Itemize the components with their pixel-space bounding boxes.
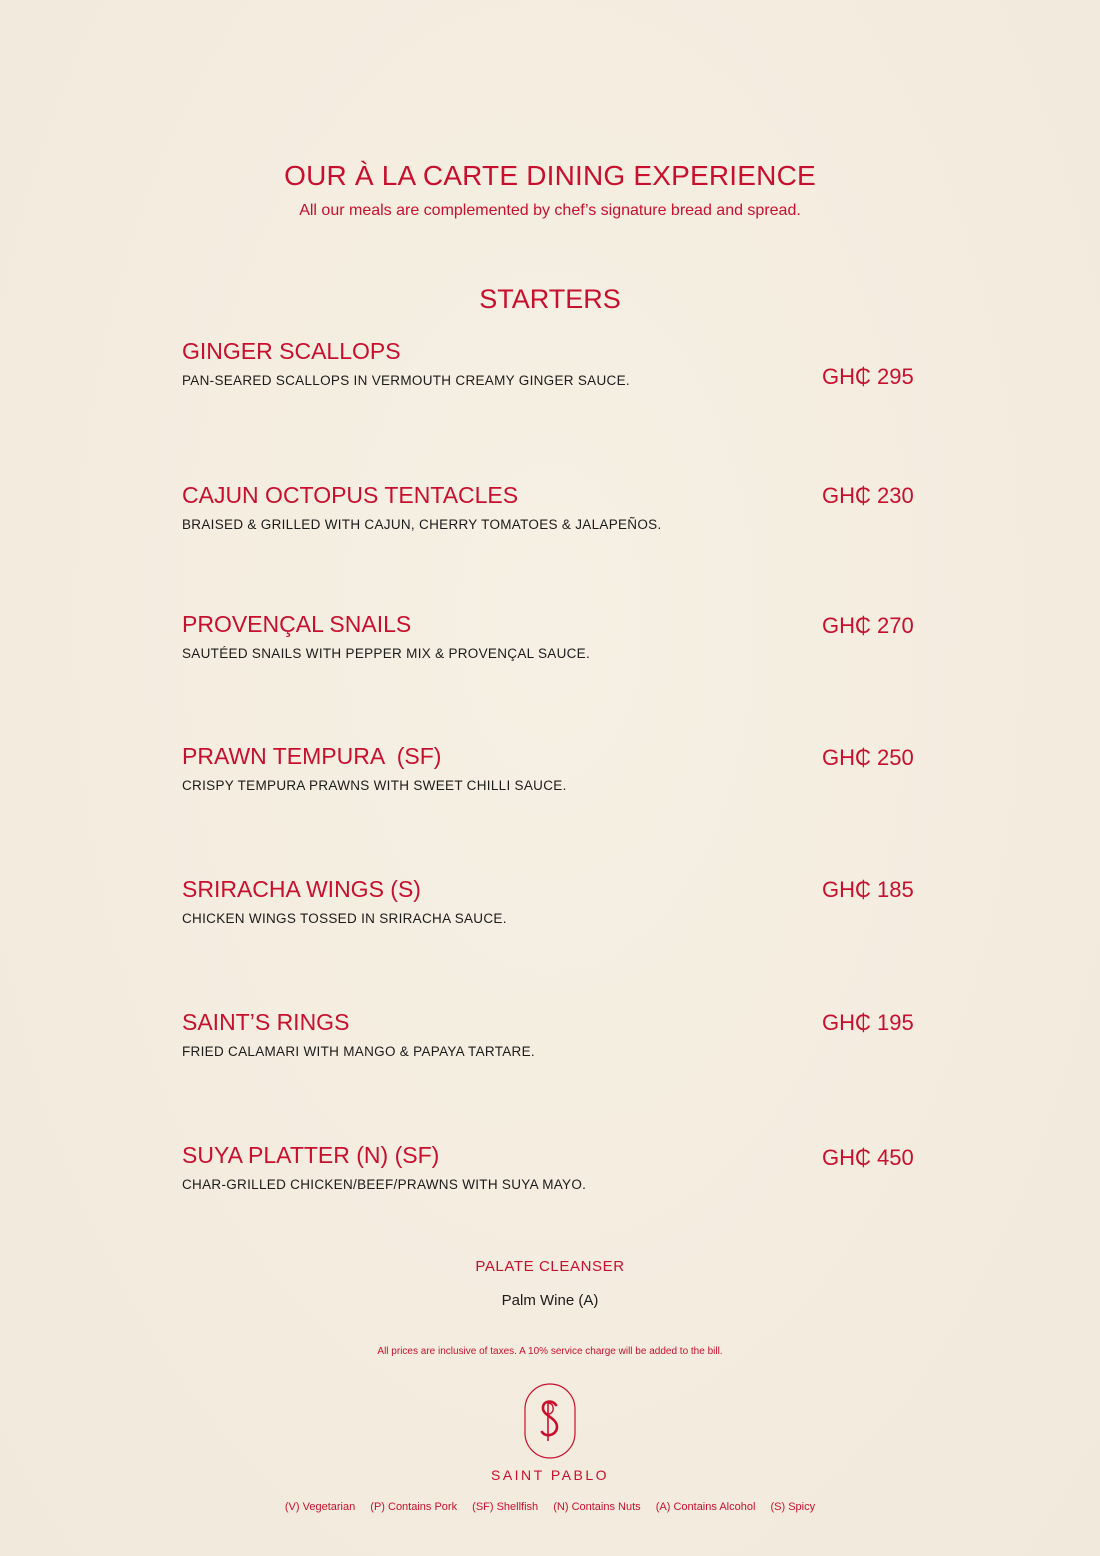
menu-item xyxy=(182,1009,922,1059)
page-subtitle: All our meals are complemented by chef’s signature bread and spread. xyxy=(299,202,801,219)
item-name: SAINT’S RINGS xyxy=(182,1009,350,1035)
item-description: BRAISED & GRILLED WITH CAJUN, CHERRY TOMATOES & JALAPEÑOS. xyxy=(182,517,662,532)
brand-name: SAINT PABLO xyxy=(490,1467,609,1483)
item-price: GH₵ 230 xyxy=(822,483,914,508)
item-name: CAJUN OCTOPUS TENTACLES xyxy=(182,482,519,508)
item-name: SUYA PLATTER (N) (SF) xyxy=(182,1142,440,1168)
item-price: GH₵ 185 xyxy=(822,877,914,902)
legend-item: (V) Vegetarian xyxy=(284,1501,356,1513)
item-price: GH₵ 195 xyxy=(822,1010,914,1035)
menu-item xyxy=(182,743,922,793)
item-name: PRAWN TEMPURA (SF) xyxy=(182,743,442,769)
item-description: PAN-SEARED SCALLOPS IN VERMOUTH CREAMY GINGER SAUCE. xyxy=(182,373,630,388)
item-description: CHICKEN WINGS TOSSED IN SRIRACHA SAUCE. xyxy=(182,911,507,926)
menu-item xyxy=(182,338,922,388)
item-price: GH₵ 295 xyxy=(822,364,914,389)
item-description: CHAR-GRILLED CHICKEN/BEEF/PRAWNS WITH SUYA MAYO. xyxy=(182,1177,587,1192)
item-name: SRIRACHA WINGS (S) xyxy=(182,876,421,902)
dietary-legend xyxy=(0,1501,1100,1513)
section-title-starters: STARTERS xyxy=(479,284,621,314)
legend-item: (S) Spicy xyxy=(770,1501,816,1513)
palate-cleanser-label: PALATE CLEANSER xyxy=(475,1258,625,1275)
item-description: SAUTÉED SNAILS WITH PEPPER MIX & PROVENÇAL SAUCE. xyxy=(182,646,591,661)
item-description: FRIED CALAMARI WITH MANGO & PAPAYA TARTARE. xyxy=(182,1044,535,1059)
sp-monogram-icon xyxy=(524,1383,576,1459)
menu-item xyxy=(182,876,922,926)
item-name: GINGER SCALLOPS xyxy=(182,338,401,364)
legend-item: (P) Contains Pork xyxy=(370,1501,458,1513)
tax-note: All prices are inclusive of taxes. A 10% service charge will be added to the bill. xyxy=(377,1346,723,1357)
legend-item: (N) Contains Nuts xyxy=(553,1501,641,1513)
menu-item xyxy=(182,1142,922,1192)
page-title: OUR À LA CARTE DINING EXPERIENCE xyxy=(284,160,816,191)
menu-item xyxy=(182,482,922,532)
legend-item: (SF) Shellfish xyxy=(472,1501,539,1513)
item-price: GH₵ 450 xyxy=(822,1145,914,1170)
item-description: CRISPY TEMPURA PRAWNS WITH SWEET CHILLI SAUCE. xyxy=(182,778,567,793)
item-price: GH₵ 250 xyxy=(822,745,914,770)
item-price: GH₵ 270 xyxy=(822,613,914,638)
palate-cleanser-item: Palm Wine (A) xyxy=(501,1292,599,1309)
legend-item: (A) Contains Alcohol xyxy=(655,1501,756,1513)
item-name: PROVENÇAL SNAILS xyxy=(182,611,412,637)
menu-item xyxy=(182,611,922,661)
